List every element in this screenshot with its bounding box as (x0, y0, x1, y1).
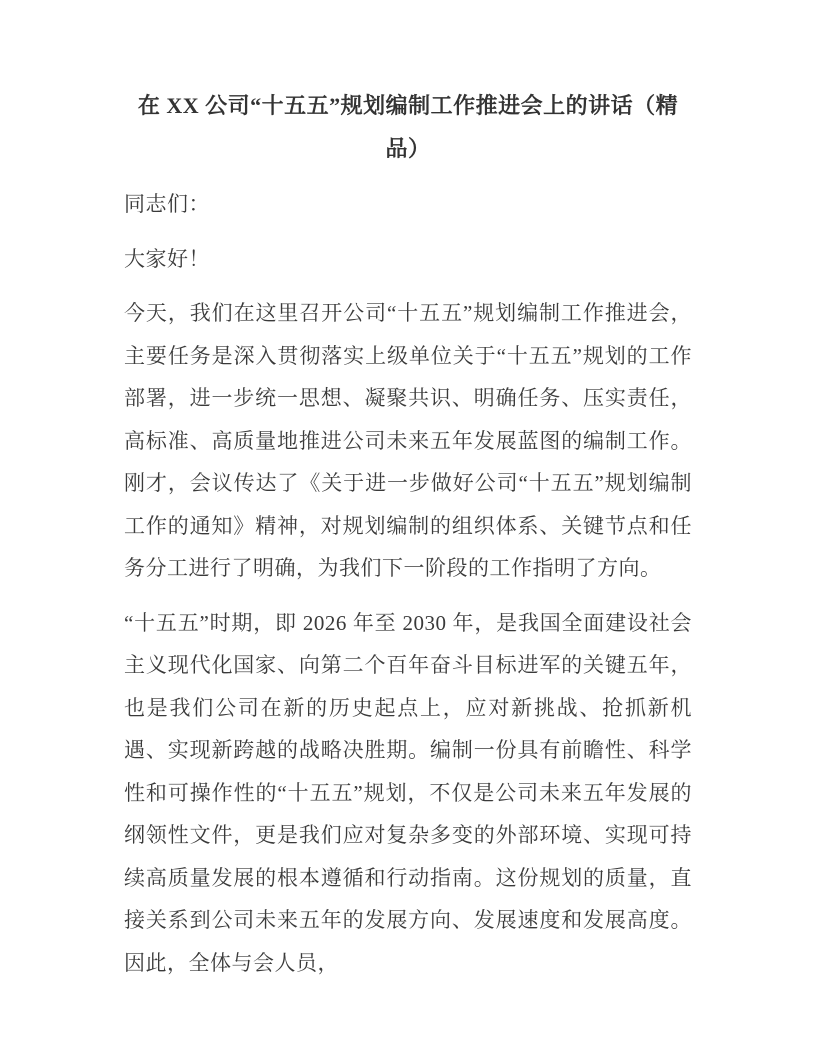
salutation-paragraph: 同志们： (124, 192, 210, 216)
body-paragraph-meeting-purpose: 今天，我们在这里召开公司“十五五”规划编制工作推进会，主要任务是深入贯彻落实上级单位关于“十五五”规划的工作部署，进一步统一思想、凝聚共识、明确任务、压实责任，高标准、高质量地推进公司未来五年发展蓝图的编制工作。刚才，会议传达了《关于进一步做好公司“十五五”规划编制工作的通知》精神，对规划编制的组织体系、关键节点和任务分工进行了明确，为我们下一阶段的工作指明了方向。 (124, 301, 692, 580)
document-title: 在 XX 公司“十五五”规划编制工作推进会上的讲话（精品） (137, 93, 679, 161)
greeting-paragraph: 大家好！ (124, 246, 210, 271)
body-paragraph-plan-significance: “十五五”时期，即 2026 年至 2030 年，是我国全面建设社会主义现代化国家、向第二个百年奋斗目标进军的关键五年，也是我们公司在新的历史起点上，应对新挑战、抢抓新机遇、实现新跨越的战略决胜期。编制一份具有前瞻性、科学性和可操作性的“十五五”规划，不仅是公司未来五年发展的纲领性文件，更是我们应对复杂多变的外部环境、实现可持续高质量发展的根本遵循和行动指南。这份规划的质量，直接关系到公司未来五年的发展方向、发展速度和发展高度。因此，全体与会人员， (124, 610, 692, 975)
